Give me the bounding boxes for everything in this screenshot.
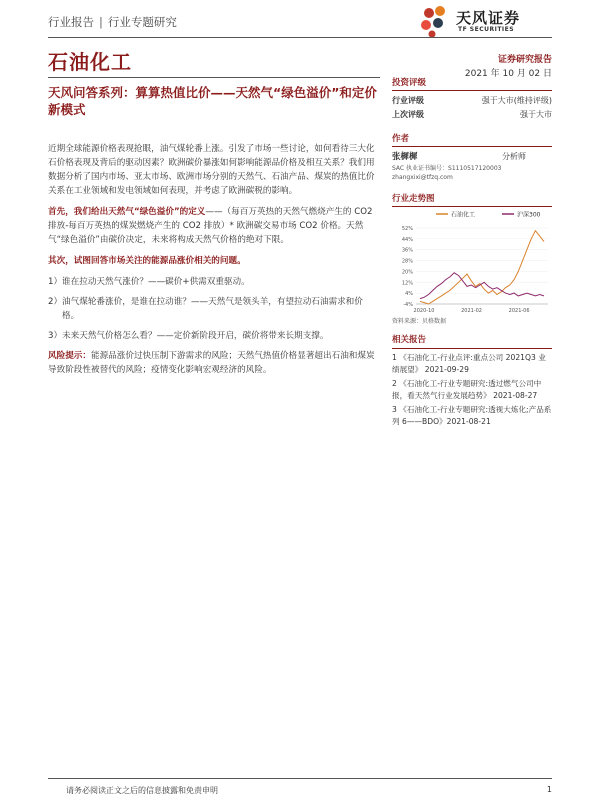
related-reports: [392, 334, 552, 430]
y-tick-label: 4%: [405, 291, 413, 298]
y-tick-label: 52%: [401, 226, 413, 232]
report-subcategory: 行业专题研究: [107, 15, 177, 29]
sidebar: [392, 76, 552, 210]
y-tick-label: -4%: [403, 302, 413, 308]
y-tick-label: 28%: [401, 258, 413, 265]
industry-rating-row: [392, 94, 552, 108]
y-tick-label: 20%: [401, 269, 413, 276]
report-date: 2021 年 10 月 02 日: [464, 69, 552, 79]
author-section-title: 作者: [392, 132, 552, 147]
header-rule: [48, 37, 552, 38]
prev-rating-row: [392, 108, 552, 122]
y-tick-label: 12%: [401, 280, 413, 287]
prev-rating-value: 强于大市: [520, 110, 552, 119]
analyst-cert: SAC 执业证书编号：S1110517120003: [392, 165, 502, 172]
questions-intro: [48, 254, 380, 268]
report-category: 行业报告: [48, 15, 94, 29]
report-body: [48, 142, 380, 384]
brand-logo: [418, 4, 558, 38]
x-tick-label: 2020-10: [413, 308, 435, 314]
title-rule: [48, 77, 380, 78]
analyst-role: 分析师: [502, 152, 526, 161]
question-1: 1）谁在拉动天然气涨价？——碳价+供需双重驱动。: [48, 277, 250, 287]
prev-rating-label: 上次评级: [392, 110, 424, 119]
industry-trend-chart: [392, 206, 552, 318]
intro-paragraph: 近期全球能源价格表现抢眼，油气煤轮番上涨。引发了市场一些讨论，如何看待三大化石价格表现及背后的驱动因素？欧洲碳价暴涨如何影响能源品价格及相互关系？我们用数据分析了国内市场、亚太市场、欧洲市场分别的天然气、石油产品、煤炭的热值比价关系在工业领域和发电领域如何表现，并考虑了欧洲碳税的影响。: [48, 144, 375, 196]
definition-text: ——（每百万英热的天然气燃烧产生的 CO2 排放-每百万英热的煤炭燃烧产生的 CO2 排放）* 欧洲碳交易市场 CO2 价格。天然气“绿色溢价”由碳价决定，未来将构成天然气价格的绝对下限。: [48, 207, 373, 245]
related-report-item[interactable]: 2 《石油化工-行业专题研究:透过燃气公司中报，看天然气行业发展趋势》 2021-08-27: [392, 379, 542, 400]
y-tick-label: 44%: [401, 236, 413, 243]
legend-label: 石油化工: [451, 211, 476, 219]
industry-rating-label: 行业评级: [392, 96, 424, 105]
risk-text: 能源品涨价过快压制下游需求的风险；天然气热值价格显著超出石油和煤炭导致阶段性被替代的风险；疫情变化影响宏观经济的风险。: [48, 351, 375, 375]
legend-label: 沪深300: [517, 211, 541, 219]
trend-section-title: 行业走势图: [392, 192, 552, 207]
report-headline: 天风问答系列：算算热值比价——天然气“绿色溢价”和定价新模式: [48, 85, 377, 117]
logo-flower-icon: [418, 4, 452, 38]
sector-title: 石油化工: [48, 50, 132, 74]
report-type: 证券研究报告: [497, 55, 552, 65]
x-tick-label: 2021-06: [508, 308, 530, 314]
related-report-item[interactable]: 3 《石油化工-行业专题研究:透视大炼化;产品系列 6——BDO》2021-08-21: [392, 405, 552, 426]
brand-name: 天风证券: [456, 9, 521, 27]
brand-name-en: TF SECURITIES: [458, 26, 515, 33]
question-3: 3）未来天然气价格怎么看？——定价新阶段开启，碳价将带来长期支撑。: [48, 331, 329, 341]
footer-rule: [48, 778, 552, 779]
related-report-item[interactable]: 1 《石油化工-行业点评:重点公司 2021Q3 业绩展望》 2021-09-29: [392, 353, 546, 374]
risk-paragraph: [48, 349, 380, 377]
analyst-email[interactable]: zhangxixi@tfzq.com: [392, 174, 453, 181]
chart-source: 资料来源：贝格数据: [392, 318, 447, 325]
analyst-name: 张樨樨: [392, 152, 418, 162]
question-2: 2）油气煤轮番涨价，是谁在拉动谁？——天然气是领头羊，有望拉动石油需求和价格。: [48, 297, 363, 321]
industry-rating-value: 强于大市(维持评级): [481, 96, 552, 105]
definition-emphasis: 首先，我们给出天然气“绿色溢价”的定义: [48, 207, 206, 217]
report-header: [48, 14, 177, 30]
header-separator: |: [99, 15, 103, 29]
page-number: 1: [546, 785, 552, 794]
footer-disclaimer: 请务必阅读正文之后的信息披露和免责申明: [66, 786, 218, 795]
y-tick-label: 36%: [401, 247, 413, 254]
rating-section-title: 投资评级: [392, 76, 552, 91]
x-tick-label: 2021-02: [461, 308, 483, 314]
questions-emphasis: 其次，试图回答市场关注的能源品涨价相关的问题。: [48, 256, 246, 266]
risk-emphasis: 风险提示：: [48, 351, 91, 361]
trend-chart-svg: [392, 206, 552, 318]
definition-paragraph: [48, 205, 380, 247]
analyst-row: [392, 150, 552, 164]
related-section-title: 相关报告: [392, 334, 552, 349]
